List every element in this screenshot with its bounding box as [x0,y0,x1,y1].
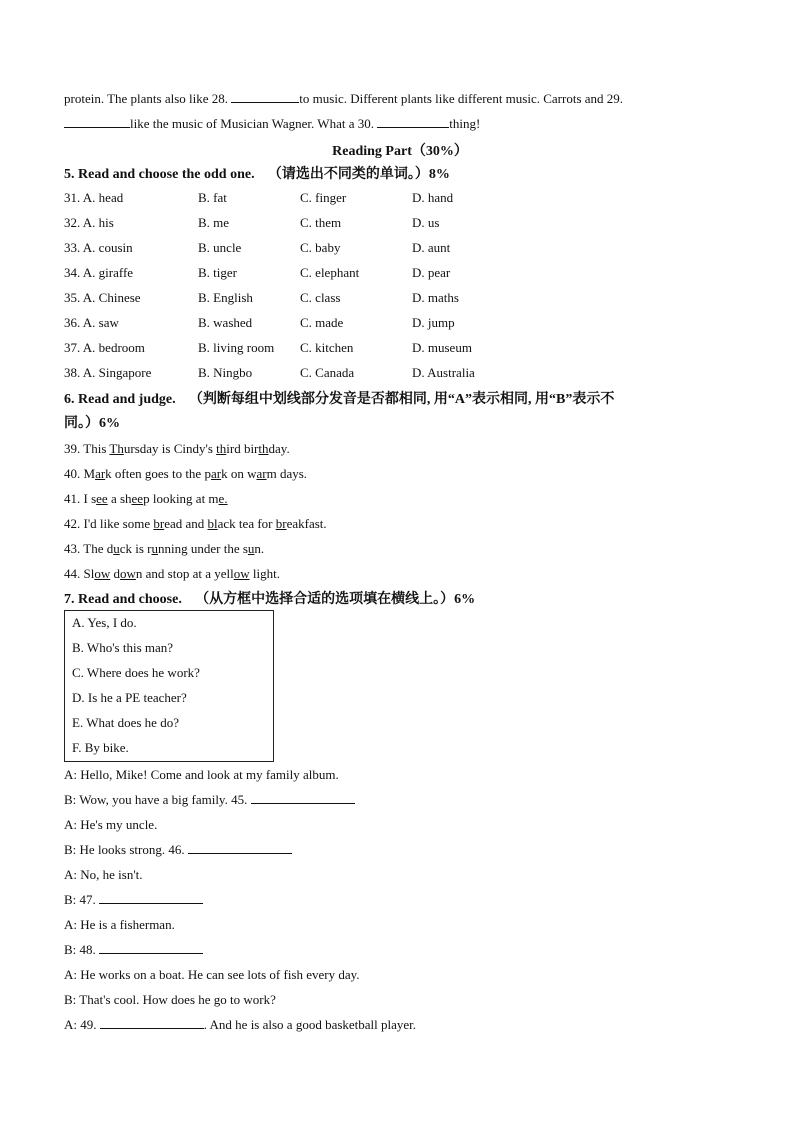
dialog-text: A: No, he isn't. [64,867,143,882]
reading-part-title: Reading Part（30%） [332,144,468,159]
option-f: F. By bike. [72,740,129,755]
section-title: 6. Read and judge. [64,392,176,407]
dialog-text: A: He's my uncle. [64,817,158,832]
intro-line-2 [64,115,480,133]
odd-one-37-q: 37. A. bedroom [64,340,145,355]
odd-one-34-c: C. elephant [300,265,360,280]
judge-item-39: 39. This Thursday is Cindy's third birthday. [64,441,290,456]
dialog-text: B: Wow, you have a big family. 45. [64,792,251,807]
option-e: E. What does he do? [72,715,179,730]
odd-one-32-d: D. us [412,215,440,230]
dialog-line [64,891,203,909]
section-5-heading [64,165,450,184]
odd-one-31-q: 31. A. head [64,190,124,205]
section-6-note-cont: 同。）6% [64,416,120,431]
judge-item-40: 40. Mark often goes to the park on warm days. [64,466,308,481]
answer-blank[interactable] [99,941,203,954]
section-note: （从方框中选择合适的选项填在横线上。）6% [195,592,476,607]
section-7-heading [64,590,475,609]
options-box [64,610,274,762]
answer-blank[interactable] [100,1016,204,1029]
option-b: B. Who's this man? [72,640,174,655]
odd-one-37-c: C. kitchen [300,340,354,355]
dialog-line [64,941,203,959]
odd-one-34-d: D. pear [412,265,451,280]
odd-one-38-c: C. Canada [300,365,355,380]
odd-one-38-b: B. Ningbo [198,365,253,380]
odd-one-38-q: 38. A. Singapore [64,365,152,380]
dialog-line [64,866,143,884]
odd-one-32-b: B. me [198,215,230,230]
dialog-text: A: 49. [64,1017,100,1032]
odd-one-36-c: C. made [300,315,344,330]
odd-one-34-q: 34. A. giraffe [64,265,134,280]
intro-line-1 [64,90,623,108]
dialog-text: B: 47. [64,892,100,907]
judge-item-44: 44. Slow down and stop at a yellow light. [64,566,280,581]
odd-one-32-c: C. them [300,215,342,230]
dialog-line [64,916,175,934]
option-d: D. Is he a PE teacher? [72,690,187,705]
dialog-text: A: Hello, Mike! Come and look at my family album. [64,767,339,782]
dialog-line [64,766,339,784]
odd-one-35-c: C. class [300,290,341,305]
dialog-line [64,991,276,1009]
section-6-heading [64,390,614,409]
odd-one-32-q: 32. A. his [64,215,114,230]
dialog-text: B: He looks strong. 46. [64,842,188,857]
odd-one-33-q: 33. A. cousin [64,240,133,255]
odd-one-33-b: B. uncle [198,240,242,255]
odd-one-36-q: 36. A. saw [64,315,119,330]
odd-one-35-q: 35. A. Chinese [64,290,141,305]
section-title: 5. Read and choose the odd one. [64,167,255,182]
option-a: A. Yes, I do. [72,615,137,630]
odd-one-35-d: D. maths [412,290,459,305]
dialog-text: A: He is a fisherman. [64,917,175,932]
intro-text: to music. Different plants like different music. Carrots and 29. [299,91,624,106]
answer-blank[interactable] [251,791,355,804]
dialog-line [64,1016,416,1034]
answer-blank[interactable] [99,891,203,904]
odd-one-31-c: C. finger [300,190,347,205]
dialog-line [64,791,355,809]
answer-blank-30[interactable] [377,115,449,128]
dialog-line [64,841,292,859]
odd-one-38-d: D. Australia [412,365,475,380]
answer-blank[interactable] [188,841,292,854]
dialog-text: A: He works on a boat. He can see lots of fish every day. [64,967,360,982]
intro-text: like the music of Musician Wagner. What a 30. [130,116,378,131]
odd-one-36-b: B. washed [198,315,253,330]
option-c: C. Where does he work? [72,665,200,680]
judge-item-42: 42. I'd like some bread and black tea for breakfast. [64,516,327,531]
answer-blank-28[interactable] [231,90,299,103]
intro-text: protein. The plants also like 28. [64,91,232,106]
judge-item-41: 41. I see a sheep looking at me. [64,491,228,506]
dialog-text: B: That's cool. How does he go to work? [64,992,276,1007]
section-note: （请选出不同类的单词。）8% [267,167,450,182]
odd-one-37-d: D. museum [412,340,472,355]
odd-one-31-b: B. fat [198,190,227,205]
dialog-line [64,966,360,984]
answer-blank-29[interactable] [64,115,130,128]
section-title: 7. Read and choose. [64,592,182,607]
odd-one-37-b: B. living room [198,340,275,355]
odd-one-33-d: D. aunt [412,240,451,255]
dialog-text: . And he is also a good basketball player. [203,1017,417,1032]
intro-text: thing! [449,116,481,131]
odd-one-34-b: B. tiger [198,265,237,280]
judge-item-43: 43. The duck is running under the sun. [64,541,265,556]
dialog-line [64,816,157,834]
odd-one-36-d: D. jump [412,315,455,330]
odd-one-33-c: C. baby [300,240,341,255]
section-note: （判断每组中划线部分发音是否都相同, 用“A”表示相同, 用“B”表示不 [188,392,615,407]
dialog-text: B: 48. [64,942,100,957]
odd-one-35-b: B. English [198,290,253,305]
odd-one-31-d: D. hand [412,190,454,205]
